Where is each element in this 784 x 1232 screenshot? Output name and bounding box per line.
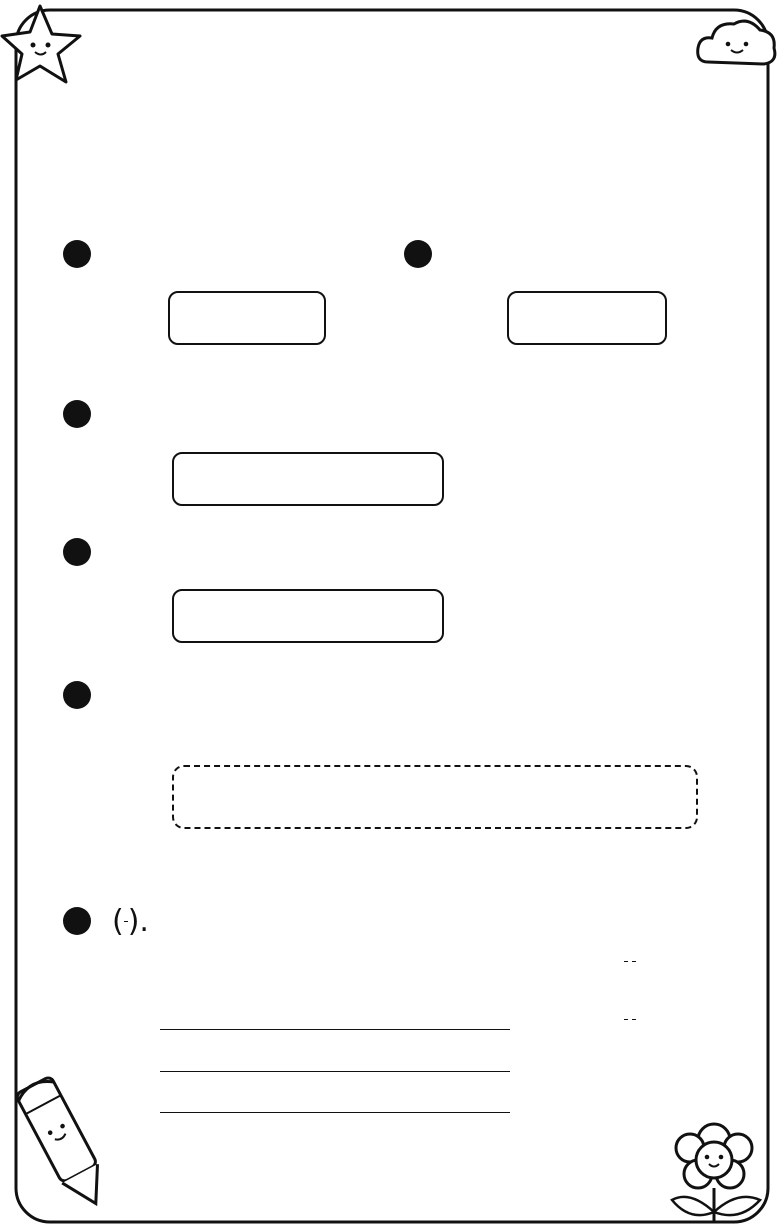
answer-box-4[interactable] — [172, 589, 444, 643]
pencil-icon — [15, 1075, 113, 1213]
question-number-3 — [63, 400, 91, 428]
answer-line-3[interactable] — [160, 1112, 510, 1113]
question-number-4 — [63, 538, 91, 566]
answer-box-2[interactable] — [507, 291, 667, 345]
question-number-5 — [63, 681, 91, 709]
question-6-text: ( ). — [112, 903, 149, 939]
answer-box-1[interactable] — [168, 291, 326, 345]
question-number-6 — [63, 907, 91, 935]
answer-line-2[interactable] — [160, 1071, 510, 1072]
question-number-1 — [63, 240, 91, 268]
question-number-2 — [404, 240, 432, 268]
formula-ln — [537, 954, 723, 969]
answer-box-5[interactable] — [172, 765, 698, 829]
answer-box-3[interactable] — [172, 452, 444, 506]
star-icon — [2, 6, 80, 82]
flower-icon — [672, 1124, 760, 1222]
formula-log — [537, 1012, 723, 1030]
helpful-formulas-box — [537, 900, 723, 1108]
answer-line-1[interactable] — [160, 1029, 510, 1030]
